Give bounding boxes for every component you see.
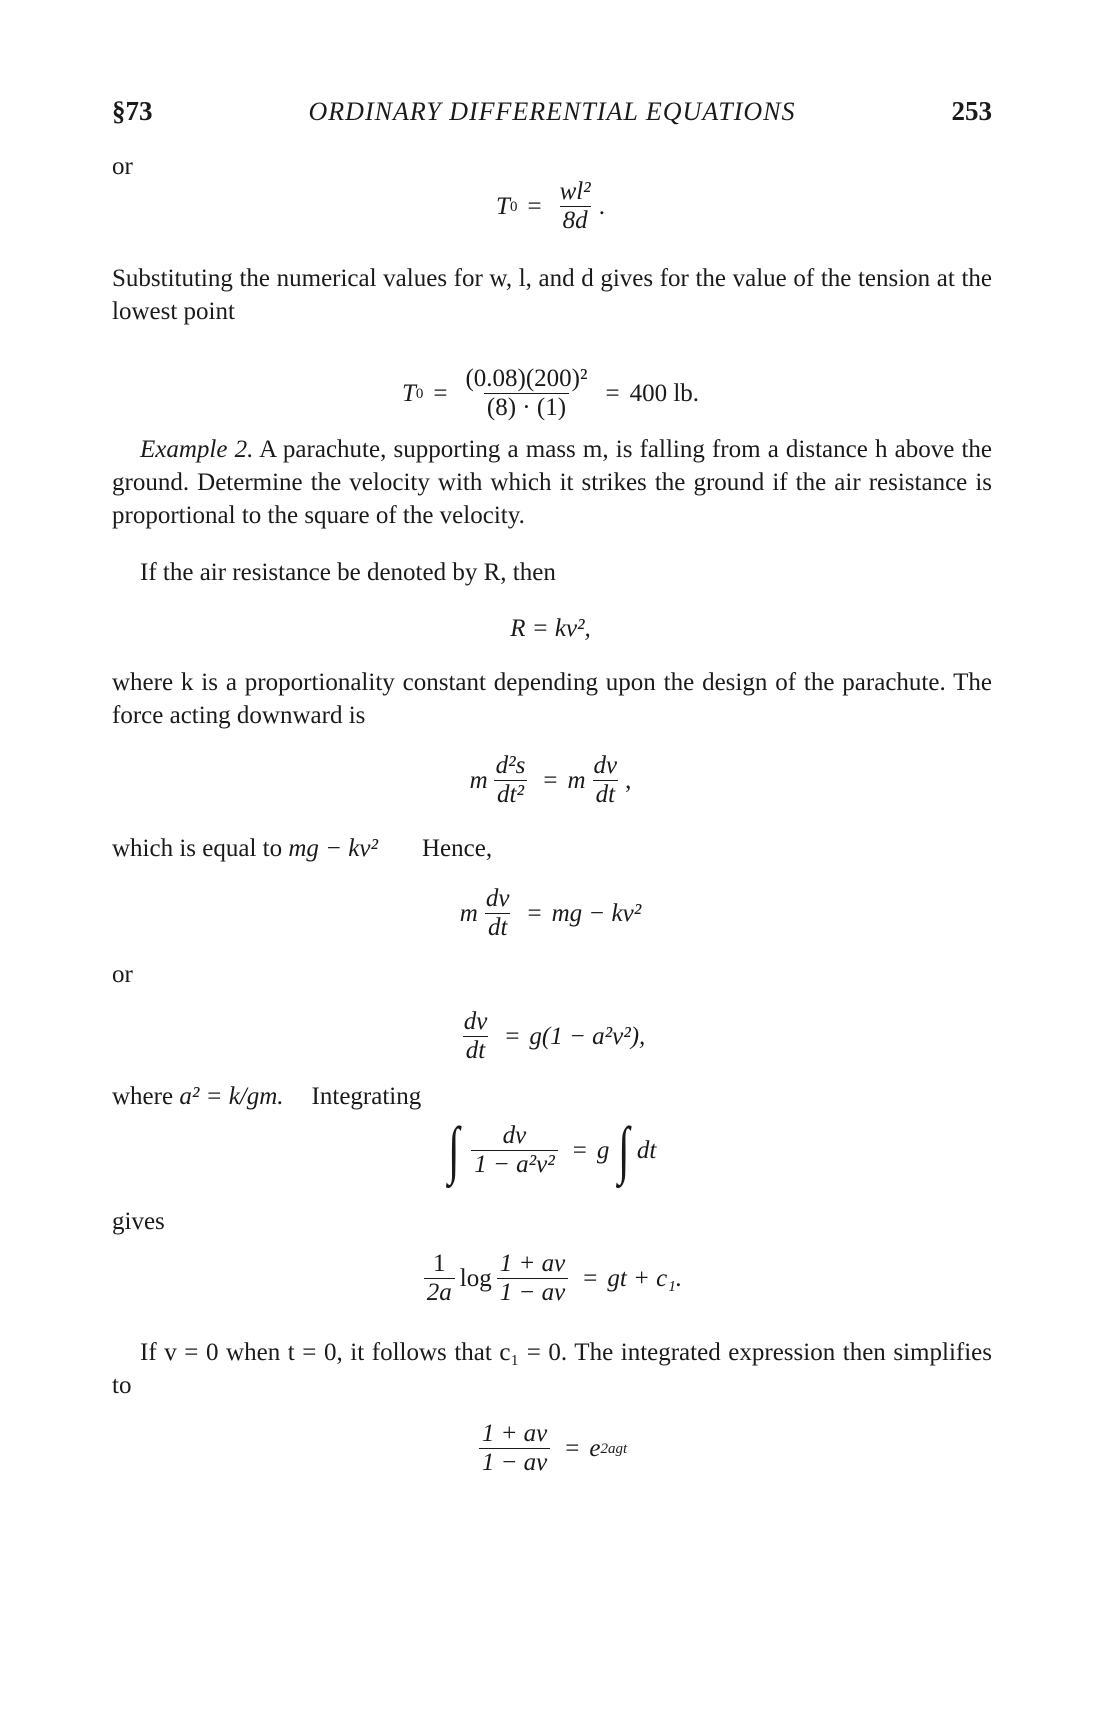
eq7-fraction [471,1122,557,1179]
eq2-result: 400 lb. [629,380,700,407]
eq5-num: dv [485,885,510,912]
text-or-2: or [112,961,133,988]
where-expr: a² = k/gm. [179,1083,284,1110]
integral-sign-2: ∫ [618,1114,630,1185]
running-header [112,95,992,129]
eq7-dt: dt [636,1136,657,1164]
eq5-fraction [483,885,513,942]
eq2-lhs: T [401,380,416,407]
eq4-num1: d²s [495,752,526,779]
eq7-den: 1 − a²v² [471,1150,557,1179]
running-title: ORDINARY DIFFERENTIAL EQUATIONS [308,97,796,126]
eq9-num: 1 + av [481,1420,548,1447]
paragraph-where-a [112,1080,992,1113]
eq1-den: 8d [560,206,591,235]
equation-tension-formula: T 0 = $\frac{\text{wl²}}{8d}$ . [496,178,605,234]
eq5-den: dt [485,913,510,942]
eq4-fraction-1 [493,752,529,809]
eq6-fraction [461,1008,491,1065]
paragraph-if-air-resistance: If the air resistance be denoted by R, then [140,559,556,586]
section-number: §73 [112,96,153,126]
eq8-rhs: gt + c₁. [607,1265,683,1292]
equation-force: m $\frac{\text{d²s}}{\text{dt²}}$ = m $\frac{dv}{dt}$ , [469,752,632,808]
text-or-1: or [112,153,133,180]
eq8-fraction-1 [424,1250,455,1307]
eq4-den2: dt [593,780,618,809]
eq9-den: 1 − av [479,1448,550,1477]
paragraph-example-2 [112,433,992,532]
where-prefix: where [112,1083,180,1110]
eq6-den: dt [463,1036,488,1065]
eq4-m1: m [469,767,488,794]
eq8-den2: 1 − av [497,1278,568,1307]
paragraph-which-equal [112,832,992,865]
eq8-num2: 1 + av [499,1250,566,1277]
which-prefix: which is equal to [112,835,289,862]
eq1-num: wl² [559,178,591,205]
equation-exponential: $\frac{1 + av}{1 - av}$ = e 2agt [0,1420,1101,1477]
equation-tension-value: T 0 = $\frac{\text{(0.08)(200)²}}{(8) \cdot (1)}$ = 400 lb. [401,365,700,421]
eq2-num: (0.08)(200)² [465,365,588,392]
paragraph-substituting: Substituting the numerical values for w, l, and d gives for the value of the tension at the lowest point [112,265,992,325]
eq5-rhs: mg − kv² [551,900,642,927]
eq7-num: dv [502,1121,527,1149]
eq4-m2: m [567,767,586,794]
eq8-den1: 2a [424,1278,455,1307]
page-number: 253 [951,96,992,126]
eq6-rhs: g(1 − a²v²), [529,1023,646,1050]
which-expr: mg − kv² [288,835,378,862]
paragraph-if-v-zero: If v = 0 when t = 0, it follows that c₁ = 0. The integrated expression then simplifies to [112,1339,992,1399]
eq6-num: dv [463,1008,488,1035]
eq8-fraction-2 [497,1250,568,1307]
equation-velocity-rate: $\frac{dv}{dt}$ = g(1 − a²v²), [0,1008,1101,1065]
eq4-den1: dt² [494,780,527,809]
example-body: A parachute, supporting a mass m, is falling from a distance h above the ground. Determine the velocity with which it strikes the ground if the air resistance is proportional to the square of the velocity. [112,436,992,529]
where-integrating: Integrating [311,1083,422,1110]
example-label: Example 2. [140,436,254,463]
eq1-fraction [557,178,594,235]
eq8-log: log [459,1265,492,1292]
text-gives: gives [112,1208,165,1235]
integral-sign-1: ∫ [447,1114,460,1185]
equation-integral: ∫ $\frac{dv}{\text{1 − a²v²}}$ = g ∫ dt [447,1114,657,1185]
eq2-fraction [462,365,590,422]
equation-log-solution: $\frac{1}{2a}$ log $\frac{1 + av}{1 - av}$ = gt + c₁. [0,1250,1101,1307]
eq9-fraction [479,1420,550,1477]
eq7-g: g [596,1136,610,1164]
eq1-lhs: T [496,193,510,220]
eq4-fraction-2 [591,752,621,809]
eq2-den: (8) · (1) [484,393,569,422]
eq4-num2: dv [593,752,618,779]
eq8-num1: 1 [433,1250,446,1277]
equation-motion: m $\frac{dv}{dt}$ = mg − kv² [459,885,642,941]
equation-air-resistance: R = kv², [510,615,591,642]
which-hence: Hence, [421,835,493,862]
eq5-m: m [459,900,478,927]
paragraph-where-k: where k is a proportionality constant depending upon the design of the parachute. The force acting downward is [112,669,992,729]
eq9-base: e [589,1435,601,1462]
